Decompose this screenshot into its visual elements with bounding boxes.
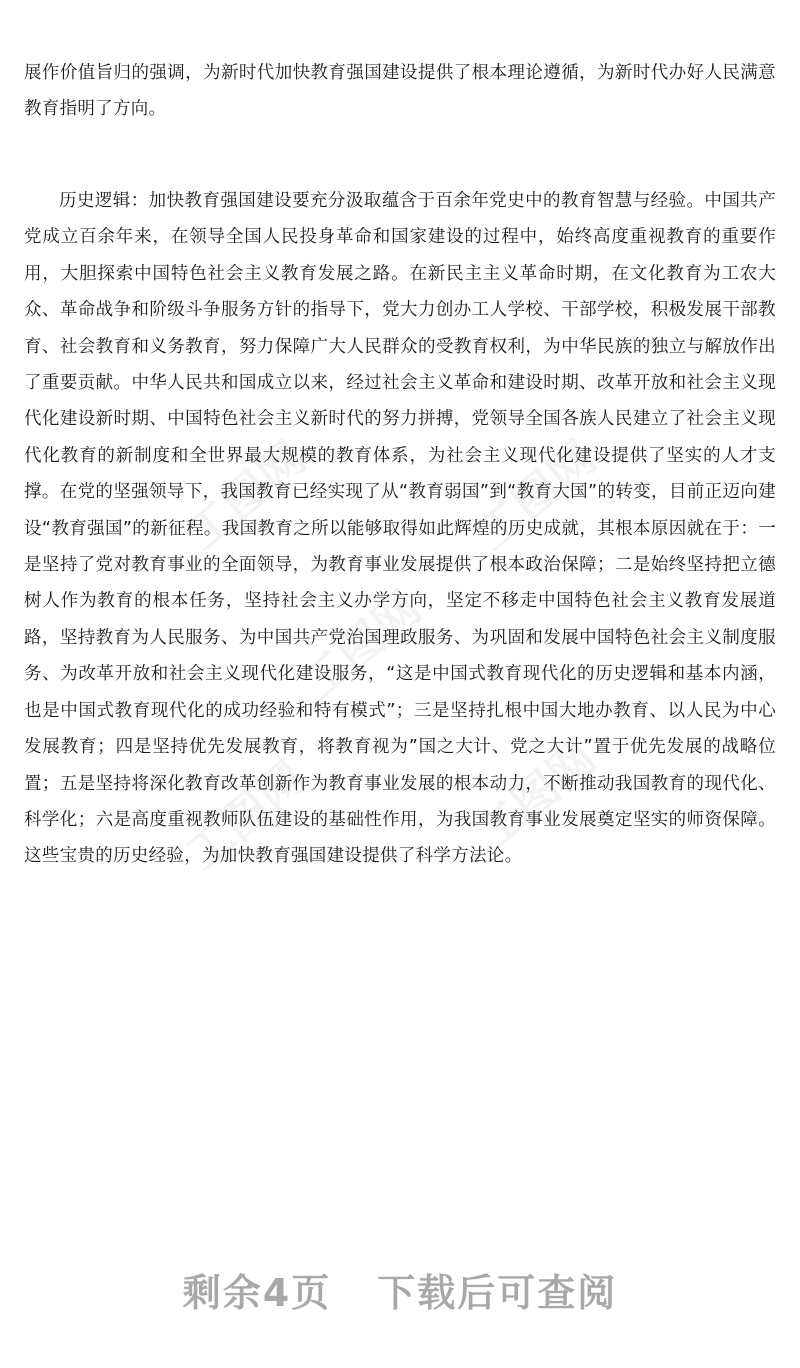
paragraph: 展作价值旨归的强调，为新时代加快教育强国建设提供了根本理论遵循，为新时代办好人民满意教育指明了方向。 (24, 63, 776, 120)
download-to-view-label: 下载后可查阅 (377, 1271, 618, 1315)
remaining-pages-label: 剩余4页 (182, 1271, 332, 1315)
watermark: 工图网 (175, 750, 317, 881)
watermark: 工图网 (465, 430, 607, 561)
download-prompt[interactable] (0, 1262, 800, 1317)
watermark: 工图网 (290, 580, 432, 711)
watermark: 工图网 (175, 430, 317, 561)
paragraph: 历史逻辑：加快教育强国建设要充分汲取蕴含于百余年党史中的教育智慧与经验。中国共产党成立百余年来，在领导全国人民投身革命和国家建设的过程中，始终高度重视教育的重要作用，大胆探索中国特色社会主义教育发展之路。在新民主主义革命时期，在文化教育为工农大众、革命战争和阶级斗争服务方针的指导下，党大力创办工人学校、干部学校，积极发展干部教育、社会教育和义务教育，努力保障广大人民群众的受教育权利，为中华民族的独立与解放作出了重要贡献。中华人民共和国成立以来，经过社会主义革命和建设时期、改革开放和社会主义现代化建设新时期、中国特色社会主义新时代的努力拼搏，党领导全国各族人民建立了社会主义现代化教育的新制度和全世界最大规模的教育体系，为社会主义现代化建设提供了坚实的人才支撑。在党的坚强领导下，我国教育已经实现了从“教育弱国”到“教育大国”的转变，目前正迈向建设“教育强国”的新征程。我国教育之所以能够取得如此辉煌的历史成就，其根本原因就在于：一是坚持了党对教育事业的全面领导，为教育事业发展提供了根本政治保障；二是始终坚持把立德树人作为教育的根本任务，坚持社会主义办学方向，坚定不移走中国特色社会主义教育发展道路，坚持教育为人民服务、为中国共产党治国理政服务、为巩固和发展中国特色社会主义制度服务、为改革开放和社会主义现代化建设服务，“这是中国式教育现代化的历史逻辑和基本内涵，也是中国式教育现代化的成功经验和特有模式”；三是坚持扎根中国大地办教育、以人民为中心发展教育；四是坚持优先发展教育，将教育视为”国之大计、党之大计”置于优先发展的战略位置；五是坚持将深化教育改革创新作为教育事业发展的根本动力，不断推动我国教育的现代化、科学化；六是高度重视教师队伍建设的基础性作用，为我国教育事业发展奠定坚实的师资保障。这些宝贵的历史经验，为加快教育强国建设提供了科学方法论。 (24, 191, 776, 867)
watermark: 工图网 (465, 730, 607, 861)
